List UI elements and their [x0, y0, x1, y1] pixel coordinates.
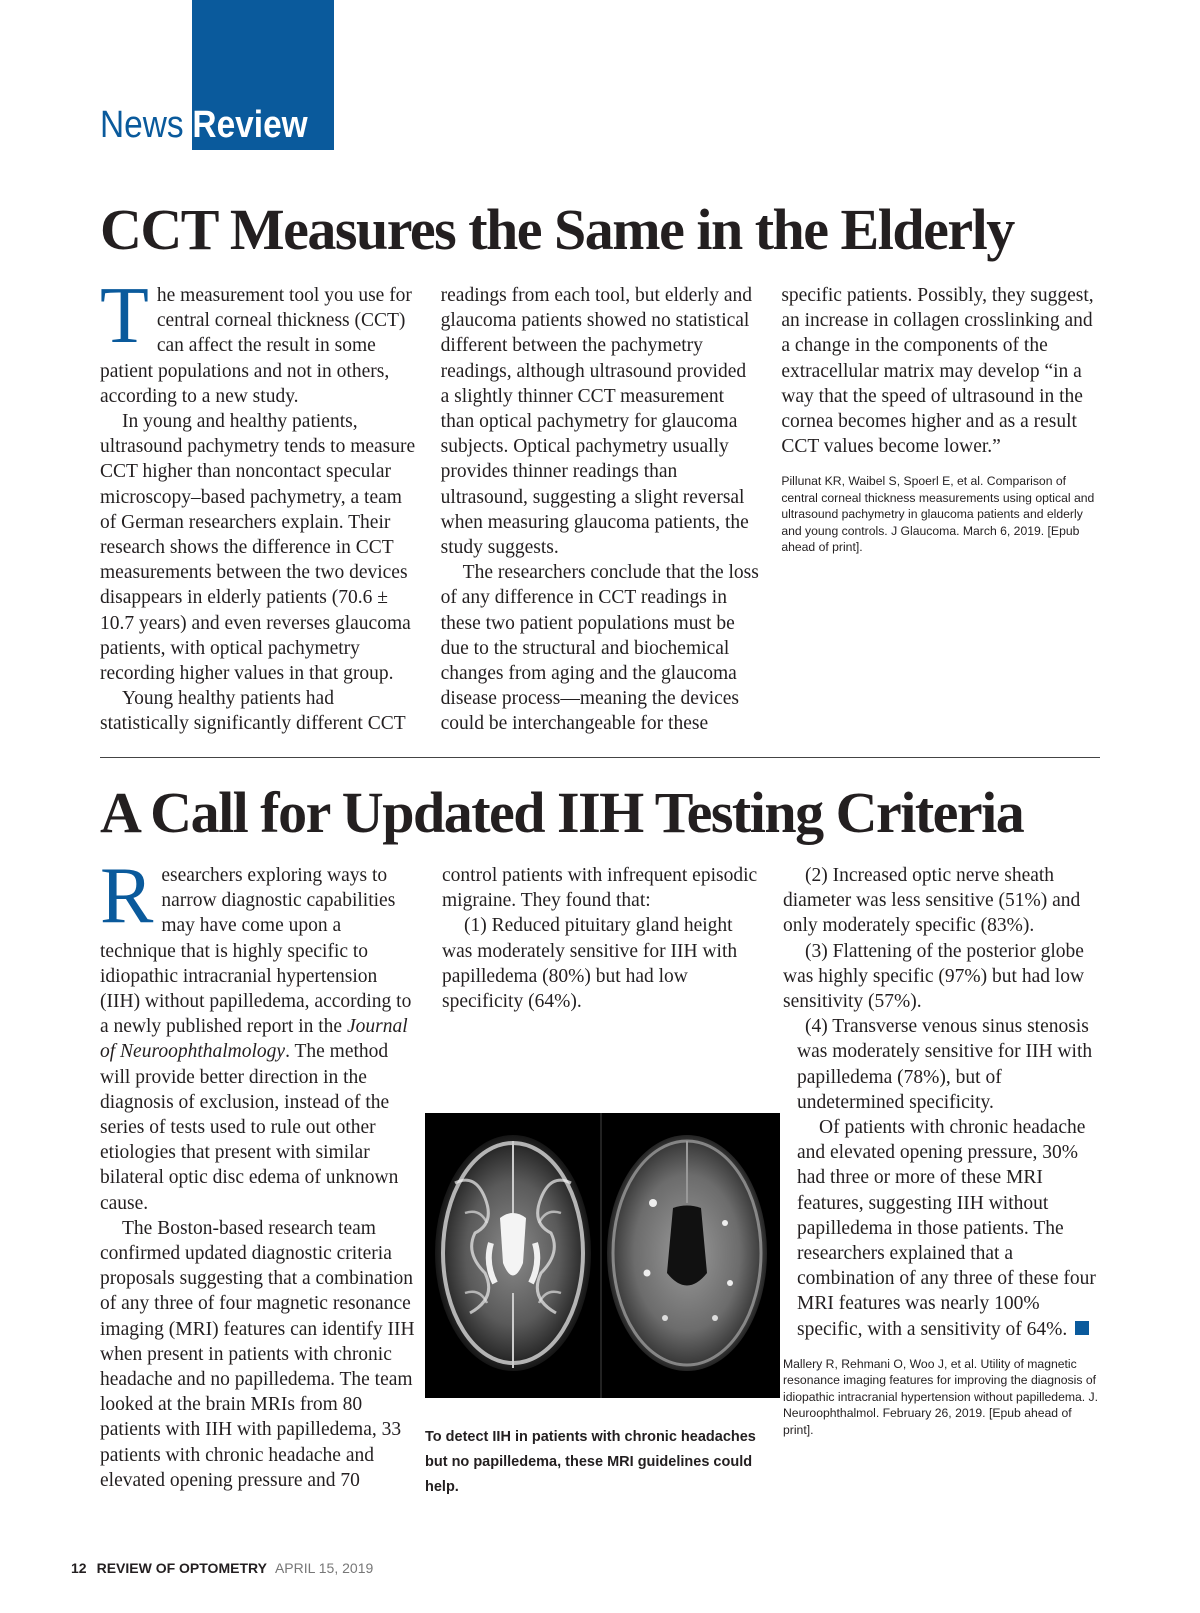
- section-label-review: Review: [192, 104, 308, 146]
- article-2-finding-2: (2) Increased optic nerve sheath diameter was less sensitive (51%) and only moderately specific (83%).: [783, 865, 1081, 937]
- article-1-body-paragraph: Young healthy patients had statistically significantly different CCT readings from each tool, but elderly and glaucoma patients showed no statistical different between the pachymetry readings, although ultrasound provided a slightly thinner CCT measurement than optical pachymetry for glaucoma subjects. Optical pachymetry usually provides thinner readings than ultrasound, suggesting a slight reversal when measuring glaucoma patients, the study suggests.: [100, 285, 753, 735]
- article-2-finding-3: (3) Flattening of the posterior globe was highly specific (97%) but had low sensitivity (57%).: [783, 940, 1085, 1013]
- mri-image: [425, 1113, 780, 1398]
- mri-scan-left: [435, 1135, 591, 1371]
- article-2-lede: [100, 852, 420, 1216]
- article-1-lede: [100, 272, 419, 409]
- mri-scan-right: [607, 1135, 767, 1371]
- article-2-finding-4: (4) Transverse venous sinus stenosis was moderately sensitive for IIH with papilledema (78%), but of undetermined specificity.: [797, 1016, 1093, 1113]
- article-1-title: CCT Measures the Same in the Elderly: [100, 197, 1014, 262]
- page-footer: [71, 1560, 373, 1576]
- publication-name: REVIEW OF OPTOMETRY: [96, 1560, 267, 1576]
- article-2-journal-name: Journal of Neuroophthalmology: [100, 1016, 408, 1063]
- article-1-flow: [100, 272, 1100, 738]
- article-1-citation: Pillunat KR, Waibel S, Spoerl E, et al. Comparison of central corneal thickness measurements using optical and ultrasound pachymetry in glaucoma patients and elderly and young controls. J Glaucoma. March 6, 2019. [Epub ahead of print].: [781, 474, 1095, 555]
- page-number: 12: [71, 1560, 87, 1576]
- article-1-dropcap: T: [100, 272, 149, 360]
- article-1-body-paragraph: The researchers conclude that the loss of any difference in CCT readings in these two patient populations must be due to the structural and biochemical changes from aging and the glaucoma disease process—meaning the devices could be interchangeable for these specific patients. Possibly, they suggest, an increase in collagen crosslinking and a change in the components of the extracellular matrix may develop “in a way that the speed of ultrasound in the cornea becomes higher and as a result CCT values become lower.”: [440, 285, 1094, 735]
- article-2-citation: Mallery R, Rehmani O, Woo J, et al. Utility of magnetic resonance imaging features for improving the diagnosis of idiopathic intracranial hypertension without papilledema. J. Neuroophthalmol. February 26, 2019. [Epub ahead of print].: [783, 1356, 1099, 1437]
- issue-date: APRIL 15, 2019: [274, 1560, 374, 1576]
- article-divider: [100, 757, 1100, 758]
- article-2-conclusion-text: Of patients with chronic headache and elevated opening pressure, 30% had three or more of these MRI features, suggesting IIH without papilledema in those patients. The researchers explained that a combination of any three of these four MRI features was nearly 100% specific, with a sensitivity of 64%.: [797, 1117, 1096, 1340]
- end-of-article-mark: [1075, 1321, 1089, 1335]
- article-2-lede-text-b: . The method will provide better direction in the diagnosis of exclusion, instead of the series of tests used to rule out other etiologies that present with similar bilateral optic disc edema of unknown cause.: [100, 1041, 399, 1214]
- article-2-lede-text-a: esearchers exploring ways to narrow diagnostic capabilities may have come upon a technique that is highly specific to idiopathic intracranial hypertension (IIH) without papilledema, according to a newly published report in the: [100, 865, 412, 1038]
- article-2-title: A Call for Updated IIH Testing Criteria: [100, 780, 1024, 845]
- article-2-finding-1: (1) Reduced pituitary gland height was moderately sensitive for IIH with papilledema (80%) but had low specificity (64%).: [442, 915, 738, 1013]
- figure-caption: To detect IIH in patients with chronic headaches but no papilledema, these MRI guidelines could help.: [425, 1429, 756, 1495]
- article-2-body-paragraph: The Boston-based research team confirmed updated diagnostic criteria proposals suggesting that a combination of any three of four magnetic resonance imaging (MRI) features can identify IIH when present in patients with chronic headache and no papilledema. The team looked at the brain MRIs from 80 patients with IIH with papilledema, 33 patients with chronic headache and elevated opening pressure and 70 control patients with infrequent episodic migraine. They found that:: [100, 865, 758, 1491]
- article-2-conclusion: [783, 1115, 1103, 1342]
- article-1-columns: [100, 272, 1100, 738]
- article-1-body-paragraph: In young and healthy patients, ultrasound pachymetry tends to measure CCT higher than noncontact specular microscopy–based pachymetry, a team of German researchers explain. Their research shows the difference in CCT measurements between the two devices disappears in elderly patients (70.6 ± 10.7 years) and even reverses glaucoma patients, with optical pachymetry recording higher values in that group.: [100, 411, 416, 685]
- section-label: [100, 100, 308, 150]
- article-1-lede-text: he measurement tool you use for central corneal thickness (CCT) can affect the result in some patient populations and not in others, according to a new study.: [100, 285, 412, 407]
- section-label-news: News: [100, 104, 184, 146]
- mri-brain-scans: [425, 1113, 780, 1398]
- article-2-column-3: [783, 863, 1103, 1438]
- article-2-dropcap: R: [100, 852, 154, 940]
